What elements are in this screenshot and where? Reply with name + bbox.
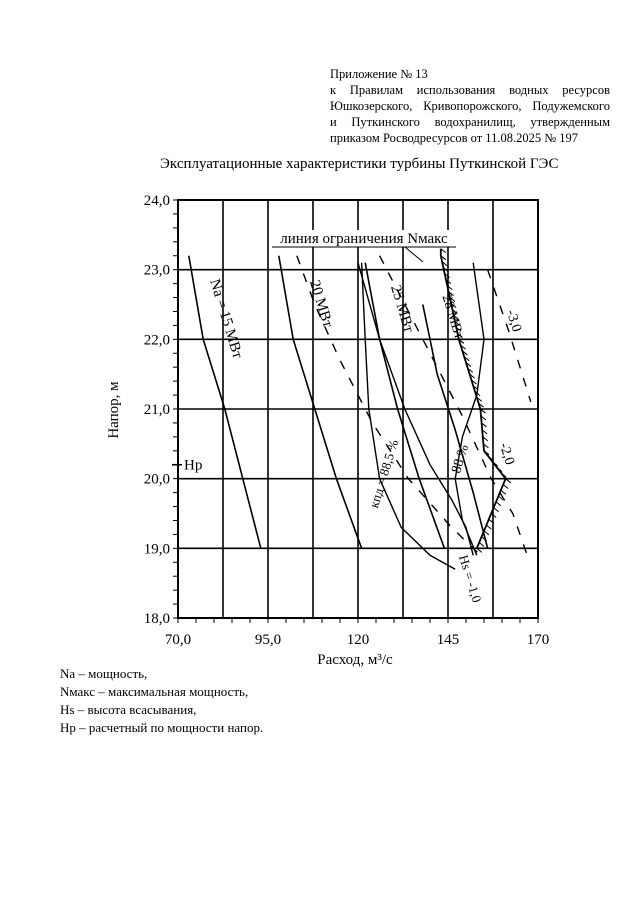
series-label-power: 28 МВт	[438, 293, 467, 341]
limit-hatch	[496, 502, 501, 506]
x-tick-label: 145	[436, 632, 460, 648]
legend	[60, 665, 263, 737]
limit-hatch	[494, 508, 499, 512]
appendix-line-4: приказом Росводресурсов от 11.08.2025 № 197	[330, 131, 578, 145]
y-tick-label: 20,0	[143, 471, 170, 488]
legend-item: Hs – высота всасывания,	[60, 702, 197, 717]
y-tick-label: 18,0	[143, 611, 170, 627]
x-tick-label: 120	[346, 632, 370, 648]
tick-labels	[144, 193, 550, 648]
limit-label-leader	[405, 247, 423, 262]
limit-hatch	[479, 543, 484, 547]
limit-hatch	[501, 490, 506, 494]
limit-hatch	[486, 525, 491, 529]
x-tick-label: 95,0	[254, 632, 282, 648]
y-tick-label: 22,0	[143, 332, 170, 349]
series-label-power: 20 МВт	[306, 278, 336, 330]
series-label-power: 25 МВт	[387, 283, 417, 335]
limit-hatch	[503, 484, 508, 488]
legend-item: Nмакс – максимальная мощность,	[60, 684, 249, 699]
series-label-suction: -2,0	[495, 441, 517, 467]
series-label-limit: линия ограничения Nмакс	[280, 231, 448, 247]
series-label-power: Na = 15 МВт	[206, 277, 246, 361]
legend-item: Na – мощность,	[60, 666, 148, 681]
series-label-suction: -3,0	[502, 308, 524, 334]
chart-title: Эксплуатационные характеристики турбины Путкинской ГЭС	[160, 156, 559, 172]
appendix-line-2: Юшкозерского, Кривопорожского, Подужемского	[330, 99, 610, 113]
appendix-number: Приложение № 13	[330, 67, 428, 81]
y-tick-label: 24,0	[143, 193, 170, 209]
x-tick-label: 70,0	[164, 632, 192, 648]
series-label-efficiency: кпд = 88,5 %	[366, 437, 402, 510]
y-tick-label: 23,0	[143, 262, 170, 279]
x-axis-label: Расход, м³/с	[317, 652, 393, 668]
y-axis-label: Напор, м	[106, 381, 122, 439]
series-label-efficiency: 88 %	[449, 442, 473, 476]
appendix-line-1: к Правилам использования водных ресурсов	[330, 83, 610, 97]
x-tick-label: 170	[526, 632, 550, 648]
legend-item: Hp – расчетный по мощности напор.	[60, 720, 264, 735]
y-tick-label: 21,0	[143, 402, 170, 418]
series-line-suction	[488, 270, 531, 402]
series-label-suction: Hs = -1,0	[455, 553, 485, 605]
series-line-power	[423, 305, 488, 549]
y-tick-label: 19,0	[143, 541, 170, 558]
hp-label: Hp	[184, 457, 203, 474]
appendix-line-3: и Путкинского водохранилищ, утвержденным	[330, 115, 610, 129]
